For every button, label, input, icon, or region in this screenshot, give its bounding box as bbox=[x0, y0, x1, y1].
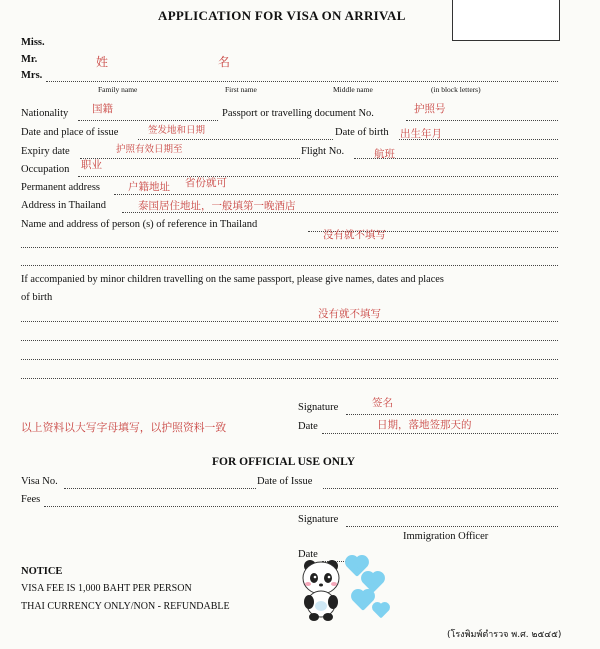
annotation-minor: 没有就不填写 bbox=[318, 308, 381, 320]
visa-no-line[interactable] bbox=[64, 488, 256, 489]
minor-line-2[interactable] bbox=[21, 340, 558, 341]
annotation-nationality: 国籍 bbox=[92, 103, 113, 115]
annotation-birth: 出生年月 bbox=[400, 128, 442, 140]
annotation-expiry: 护照有效日期至 bbox=[116, 144, 183, 155]
label-nationality: Nationality bbox=[21, 108, 69, 119]
label-minor-line2: of birth bbox=[21, 292, 53, 303]
annotation-date-note: 日期，落地签那天的 bbox=[377, 419, 472, 431]
annotation-permanent: 户籍地址 bbox=[128, 181, 170, 193]
date-line[interactable] bbox=[322, 433, 558, 434]
annotation-uppercase-note: 以上资料以大写字母填写，以护照资料一致 bbox=[21, 421, 227, 434]
label-fees: Fees bbox=[21, 494, 41, 505]
label-occupation: Occupation bbox=[21, 164, 70, 175]
label-minor-line1: If accompanied by minor children travelling on the same passport, please give names, dates and places bbox=[21, 274, 444, 285]
notice-line2: THAI CURRENCY ONLY/NON - REFUNDABLE bbox=[21, 601, 230, 612]
annotation-reference: 没有就不填写 bbox=[323, 229, 386, 241]
official-heading: FOR OFFICIAL USE ONLY bbox=[212, 456, 356, 468]
label-official-signature: Signature bbox=[298, 514, 339, 525]
salutation-miss: Miss. bbox=[21, 37, 45, 48]
photo-box bbox=[452, 0, 560, 41]
annotation-issue: 签发地和日期 bbox=[148, 125, 206, 136]
label-date-birth: Date of birth bbox=[335, 127, 389, 138]
label-address-thailand: Address in Thailand bbox=[21, 200, 106, 211]
expiry-line[interactable] bbox=[80, 158, 300, 159]
reference-line-2[interactable] bbox=[21, 247, 558, 248]
annotation-sign: 签名 bbox=[372, 397, 393, 409]
salutation-mr: Mr. bbox=[21, 54, 38, 65]
label-flight: Flight No. bbox=[301, 146, 345, 157]
signature-line[interactable] bbox=[346, 414, 558, 415]
label-date-place-issue: Date and place of issue bbox=[21, 127, 119, 138]
label-date: Date bbox=[298, 421, 318, 432]
label-reference: Name and address of person (s) of reference in Thailand bbox=[21, 219, 258, 230]
label-immigration-officer: Immigration Officer bbox=[403, 531, 489, 542]
caption-family-name: Family name bbox=[98, 85, 138, 94]
label-permanent-address: Permanent address bbox=[21, 182, 101, 193]
panda-sticker bbox=[294, 552, 394, 624]
label-date-of-issue: Date of Issue bbox=[257, 476, 313, 487]
notice-heading: NOTICE bbox=[21, 566, 63, 577]
caption-block-letters: (in block letters) bbox=[431, 85, 481, 94]
date-of-issue-line[interactable] bbox=[323, 488, 558, 489]
issue-line[interactable] bbox=[138, 139, 333, 140]
nationality-line[interactable] bbox=[78, 120, 218, 121]
annotation-hotel: 泰国居住地址，一般填第一晚酒店 bbox=[138, 200, 296, 212]
annotation-occupation: 职业 bbox=[81, 159, 102, 171]
fees-line[interactable] bbox=[44, 506, 558, 507]
annotation-surname: 姓 bbox=[96, 55, 109, 69]
name-line[interactable] bbox=[46, 81, 558, 82]
notice-line1: VISA FEE IS 1,000 BAHT PER PERSON bbox=[21, 583, 192, 594]
caption-first-name: First name bbox=[225, 85, 257, 94]
salutation-mrs: Mrs. bbox=[21, 70, 43, 81]
occupation-line[interactable] bbox=[78, 176, 558, 177]
minor-line-1[interactable] bbox=[21, 321, 558, 322]
printer-footer: (โรงพิมพ์ตำรวจ พ.ศ. ๒๕๔๕) bbox=[447, 630, 562, 640]
annotation-flight: 航班 bbox=[374, 148, 395, 160]
label-official-date: Date bbox=[298, 549, 318, 560]
annotation-province: 省份就可 bbox=[185, 177, 227, 189]
annotation-passport: 护照号 bbox=[414, 103, 446, 115]
label-expiry: Expiry date bbox=[21, 146, 70, 157]
label-signature: Signature bbox=[298, 402, 339, 413]
passport-line[interactable] bbox=[406, 120, 558, 121]
official-signature-line[interactable] bbox=[346, 526, 558, 527]
caption-middle-name: Middle name bbox=[333, 85, 373, 94]
permanent-line[interactable] bbox=[114, 194, 558, 195]
label-passport: Passport or travelling document No. bbox=[222, 108, 374, 119]
annotation-given-name: 名 bbox=[218, 55, 231, 69]
label-visa-no: Visa No. bbox=[21, 476, 58, 487]
minor-line-3[interactable] bbox=[21, 359, 558, 360]
reference-line-3[interactable] bbox=[21, 265, 558, 266]
minor-line-4[interactable] bbox=[21, 378, 558, 379]
